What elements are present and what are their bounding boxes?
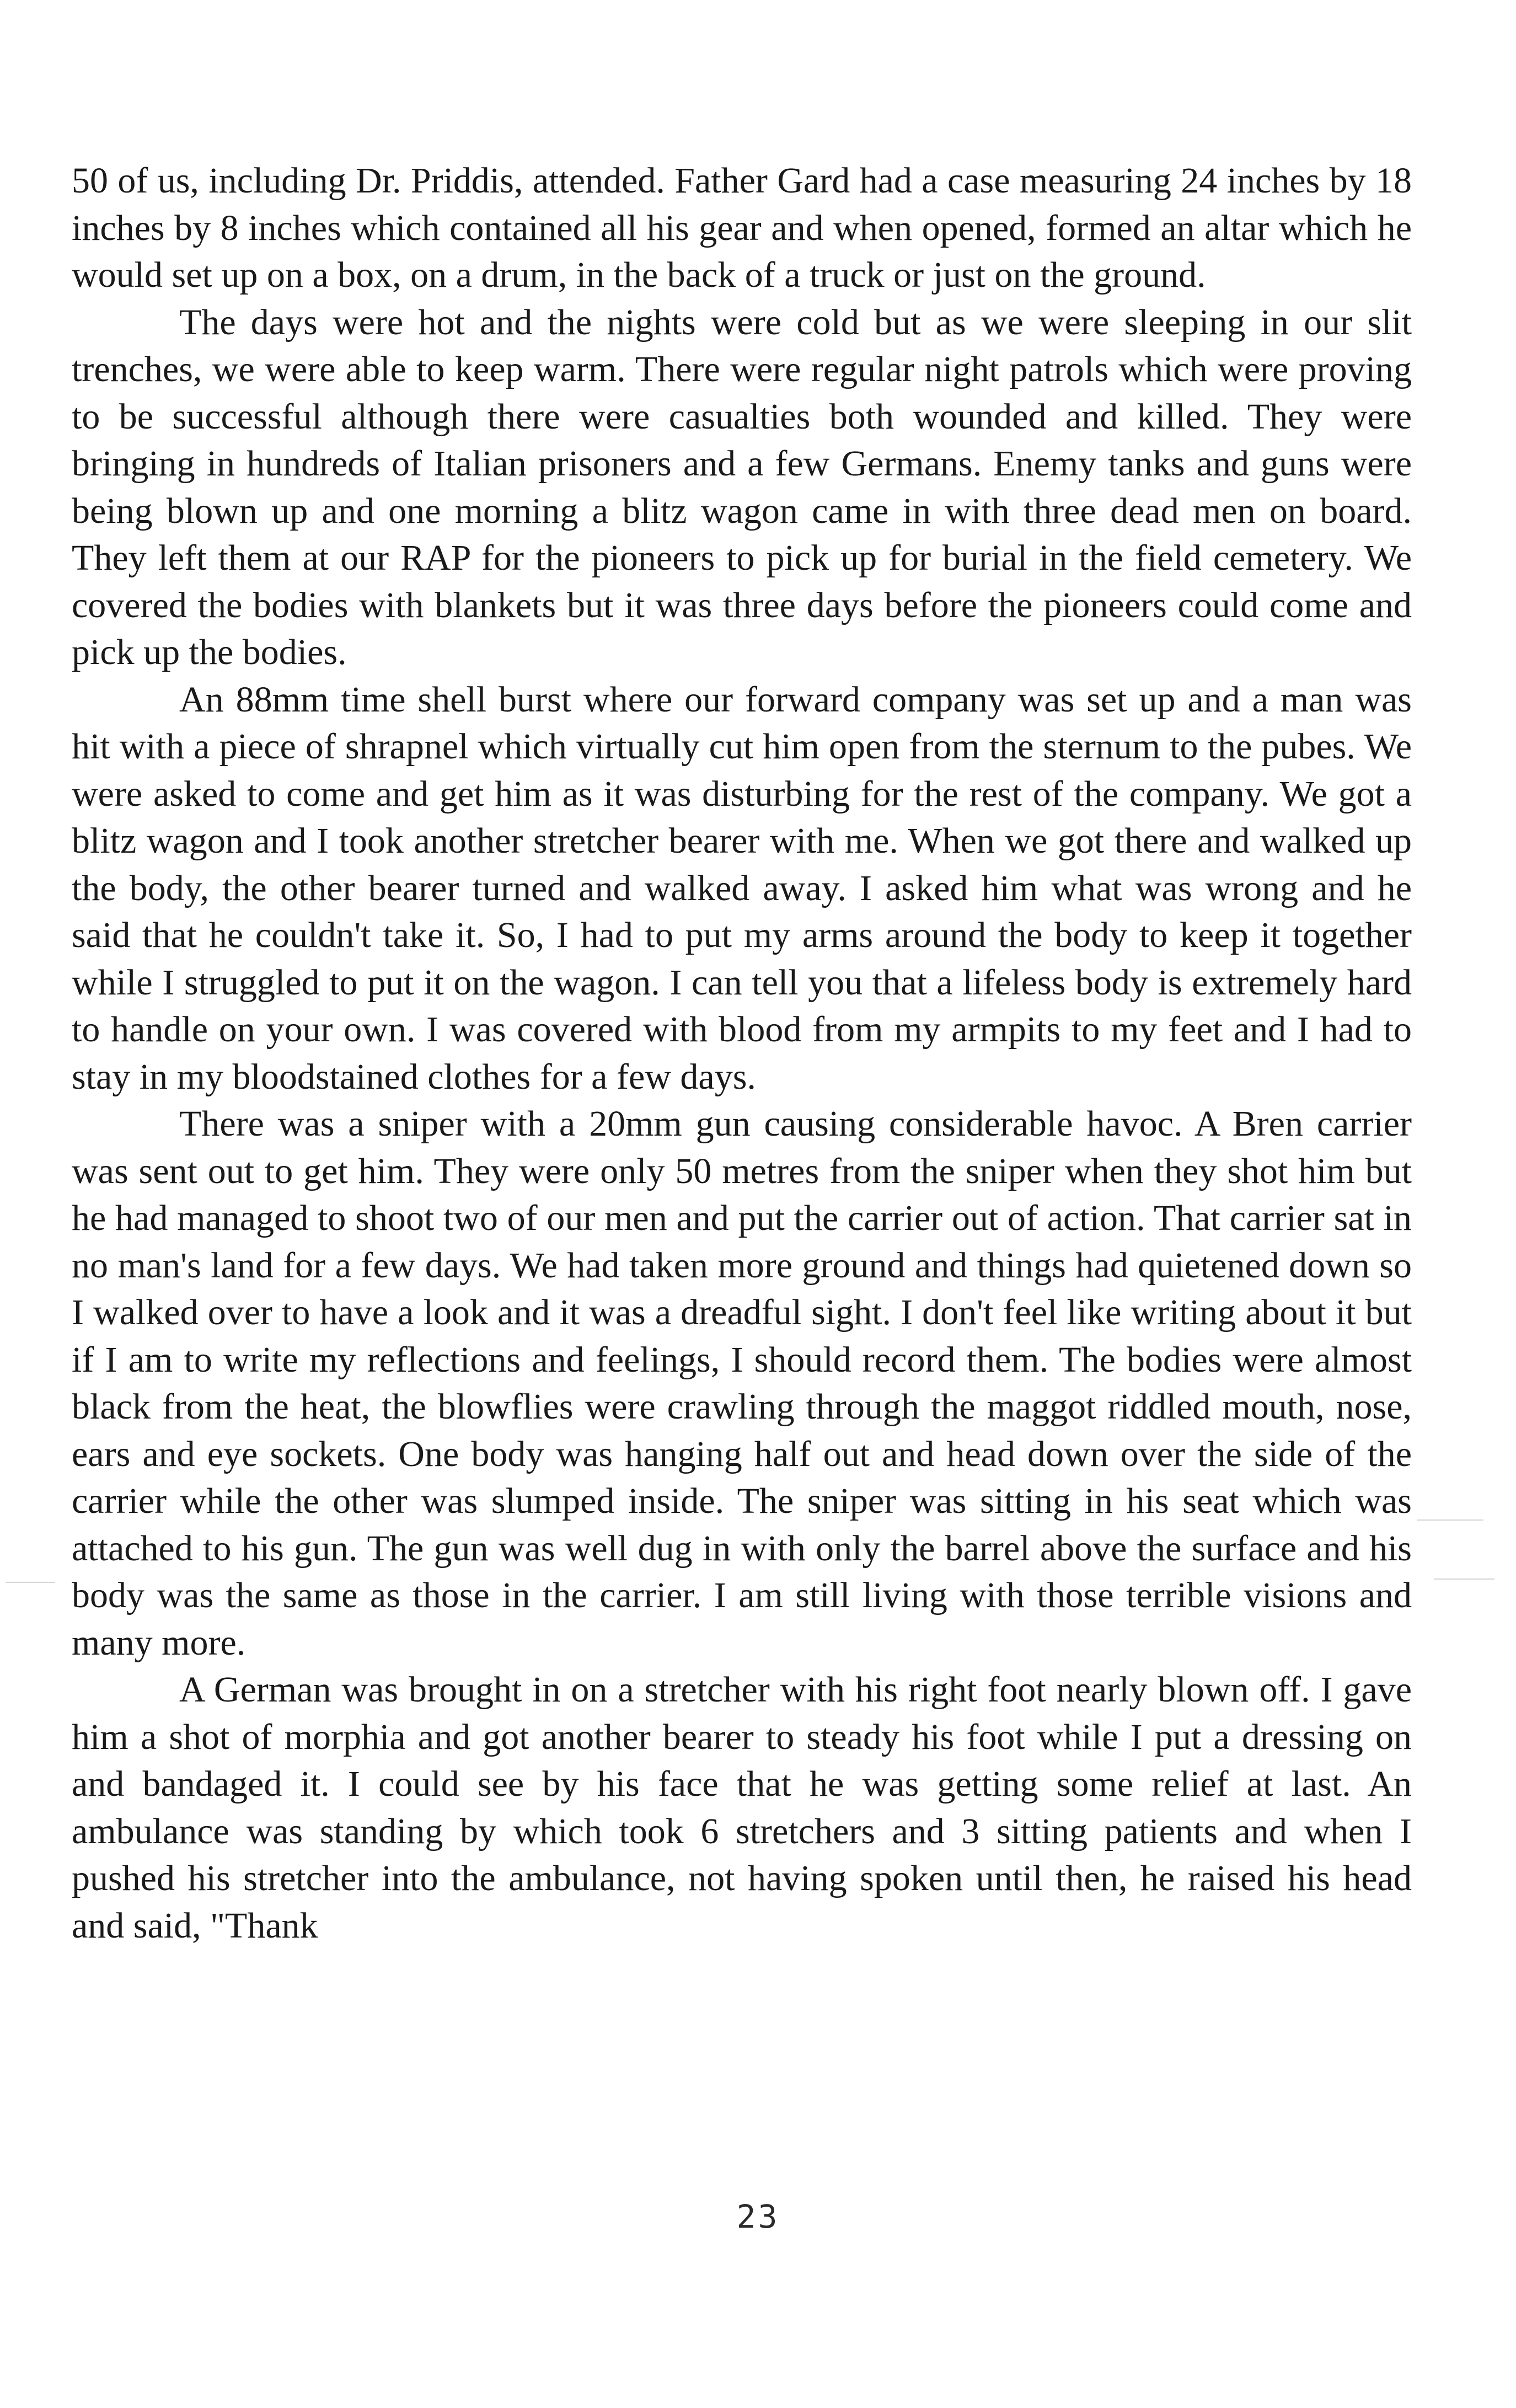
paragraph-3: An 88mm time shell burst where our forward company was set up and a man was hit with a piece of shrapnel which virtually cut him open from the sternum to the pubes. We were asked to come and get him as it was disturbing for the rest of the company. We got a blitz wagon and I took another stretcher bearer with me. When we got there and walked up the body, the other bearer turned and walked away. I asked him what was wrong and he said that he couldn't take it. So, I had to put my arms around the body to keep it together while I struggled to put it on the wagon. I can tell you that a lifeless body is extremely hard to handle on your own. I was covered with blood from my armpits to my feet and I had to stay in my bloodstained clothes for a few days. — [72, 679, 1412, 1097]
scan-artifact — [6, 1582, 55, 1583]
paragraph-2: The days were hot and the nights were cold but as we were sleeping in our slit trenches, we were able to keep warm. There were regular night patrols which were proving to be successful although there were casualties both wounded and killed. They were bringing in hundreds of Italian prisoners and a few Germans. Enemy tanks and guns were being blown up and one morning a blitz wagon came in with three dead men on board. They left them at our RAP for the pioneers to pick up for burial in the field cemetery. We covered the bodies with blankets but it was three days before the pioneers could come and pick up the bodies. — [72, 302, 1412, 672]
paragraph-1: 50 of us, including Dr. Priddis, attended. Father Gard had a case measuring 24 inches by 18 inches by 8 inches which contained all his gear and when opened, formed an altar which he would set up on a box, on a drum, in the back of a truck or just on the ground. — [72, 160, 1412, 295]
scan-artifact — [1417, 1519, 1483, 1521]
page-number: 23 — [736, 2198, 780, 2235]
body-text — [72, 157, 1412, 1949]
paragraph-4: There was a sniper with a 20mm gun causing considerable havoc. A Bren carrier was sent out to get him. They were only 50 metres from the sniper when they shot him but he had managed to shoot two of our men and put the carrier out of action. That carrier sat in no man's land for a few days. We had taken more ground and things had quietened down so I walked over to have a look and it was a dreadful sight. I don't feel like writing about it but if I am to write my reflections and feelings, I should record them. The bodies were almost black from the heat, the blowflies were crawling through the maggot riddled mouth, nose, ears and eye sockets. One body was hanging half out and head down over the side of the carrier while the other was slumped inside. The sniper was sitting in his seat which was attached to his gun. The gun was well dug in with only the barrel above the surface and his body was the same as those in the carrier. I am still living with those terrible visions and many more. — [72, 1104, 1412, 1663]
scan-artifact — [1434, 1578, 1494, 1580]
paragraph-5: A German was brought in on a stretcher with his right foot nearly blown off. I gave him a shot of morphia and got another bearer to steady his foot while I put a dressing on and bandaged it. I could see by his face that he was getting some relief at last. An ambulance was standing by which took 6 stretchers and 3 sitting patients and when I pushed his stretcher into the ambulance, not having spoken until then, he raised his head and said, "Thank — [72, 1669, 1412, 1946]
